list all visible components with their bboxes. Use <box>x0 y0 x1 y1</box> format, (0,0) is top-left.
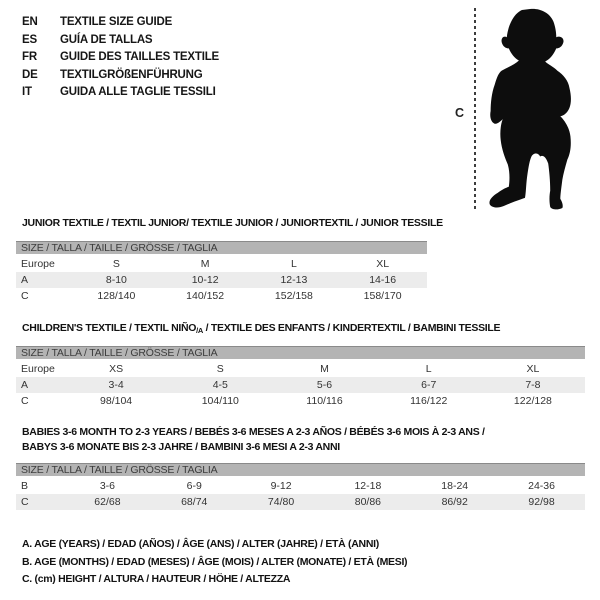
age-cell: 7-8 <box>525 379 541 391</box>
size-cell: XL <box>376 258 390 270</box>
children-title-post: / TEXTILE DES ENFANTS / KINDERTEXTIL / BAMBINI TESSILE <box>203 322 501 334</box>
size-header-band: SIZE / TALLA / TAILLE / GRÖSSE / TAGLIA <box>16 241 427 254</box>
children-title-sub: /A <box>196 326 204 335</box>
height-cell: 122/128 <box>513 395 552 407</box>
table-row-europe <box>16 361 585 377</box>
table-row-height <box>16 393 585 409</box>
lang-code: IT <box>22 86 32 98</box>
age-cell: 14-16 <box>369 274 397 286</box>
age-cell: 4-5 <box>212 379 228 391</box>
footnote-b: B. AGE (MONTHS) / EDAD (MESES) / ÂGE (MOIS) / ALTER (MONATE) / ETÀ (MESI) <box>22 555 408 568</box>
size-cell: XS <box>109 363 124 375</box>
height-cell: 80/86 <box>354 496 382 508</box>
height-measure-dotted-line <box>474 8 476 210</box>
size-header-band: SIZE / TALLA / TAILLE / GRÖSSE / TAGLIA <box>16 346 585 359</box>
size-cell: M <box>200 258 210 270</box>
lang-title: GUIDE DES TAILLES TEXTILE <box>60 51 219 63</box>
babies-title-line1: BABIES 3-6 MONTH TO 2-3 YEARS / BEBÉS 3-6 MESES A 2-3 AÑOS / BÉBÉS 3-6 MOIS À 2-3 ANS / <box>22 426 485 438</box>
age-cell: 3-6 <box>99 480 115 492</box>
lang-code: ES <box>22 33 37 46</box>
table-row-height <box>16 288 427 304</box>
size-cell: XL <box>526 363 540 375</box>
height-cell: 62/68 <box>94 496 121 508</box>
junior-table-title <box>22 216 443 231</box>
language-guide <box>22 14 219 102</box>
height-cell: 116/122 <box>410 395 448 407</box>
age-cell: 9-12 <box>270 480 292 492</box>
footnote-a: A. AGE (YEARS) / EDAD (AÑOS) / ÂGE (ANS) / ALTER (JAHRE) / ETÀ (ANNI) <box>22 538 379 550</box>
lang-title: TEXTILGRÖßENFÜHRUNG <box>60 68 203 81</box>
legend-footnotes <box>22 536 407 589</box>
lang-row-de <box>22 67 219 85</box>
age-cell: 10-12 <box>191 274 219 286</box>
children-title-pre: CHILDREN'S TEXTILE / TEXTIL NIÑO <box>22 322 197 334</box>
age-cell: 12-13 <box>280 274 308 286</box>
row-label: C <box>21 290 29 302</box>
table-row-age-months <box>16 478 585 494</box>
height-cell: 104/110 <box>201 395 239 407</box>
junior-table-title-text: JUNIOR TEXTILE / TEXTIL JUNIOR/ TEXTILE JUNIOR / JUNIORTEXTIL / JUNIOR TESSILE <box>22 217 443 229</box>
row-label: B <box>21 480 29 492</box>
children-size-table <box>16 346 585 409</box>
junior-size-table <box>16 241 427 304</box>
lang-row-fr <box>22 49 219 67</box>
height-cell: 74/80 <box>267 496 295 508</box>
lang-row-en <box>22 14 219 32</box>
height-cell: 110/116 <box>306 395 343 407</box>
size-cell: L <box>290 258 297 270</box>
age-cell: 6-9 <box>186 480 202 492</box>
lang-code: EN <box>22 16 38 28</box>
size-cell: S <box>216 363 224 375</box>
age-cell: 5-6 <box>316 379 333 391</box>
babies-size-table <box>16 463 585 510</box>
row-label: A <box>21 379 29 391</box>
age-cell: 24-36 <box>528 480 555 492</box>
height-cell: 98/104 <box>100 395 133 407</box>
row-label: A <box>21 274 29 286</box>
height-cell: 68/74 <box>181 496 208 508</box>
age-cell: 8-10 <box>105 274 127 286</box>
age-cell: 3-4 <box>108 379 124 391</box>
lang-row-it <box>22 84 219 102</box>
lang-title: GUIDA ALLE TAGLIE TESSILI <box>60 86 216 98</box>
age-cell: 12-18 <box>354 480 382 492</box>
height-cell: 92/98 <box>528 496 555 508</box>
babies-table-title <box>22 425 485 455</box>
height-cell: 86/92 <box>441 496 468 508</box>
toddler-silhouette-image <box>482 8 574 210</box>
age-cell: 18-24 <box>441 480 469 492</box>
lang-title: TEXTILE SIZE GUIDE <box>60 16 173 28</box>
height-cell: 128/140 <box>97 290 136 302</box>
height-cell: 152/158 <box>274 290 313 302</box>
row-label: C <box>21 395 29 407</box>
lang-title: GUÍA DE TALLAS <box>60 33 153 46</box>
table-row-age <box>16 377 585 393</box>
height-cell: 158/170 <box>363 290 402 302</box>
table-row-age <box>16 272 427 288</box>
size-header-band: SIZE / TALLA / TAILLE / GRÖSSE / TAGLIA <box>16 463 585 476</box>
row-label: Europe <box>21 363 55 375</box>
footnote-c: C. (cm) HEIGHT / ALTURA / HAUTEUR / HÖHE / ALTEZZA <box>22 573 291 585</box>
lang-code: DE <box>22 68 38 81</box>
table-row-europe <box>16 256 427 272</box>
lang-code: FR <box>22 51 37 63</box>
row-label: C <box>21 496 29 508</box>
height-cell: 140/152 <box>186 290 225 302</box>
lang-row-es <box>22 32 219 50</box>
age-cell: 6-7 <box>421 379 437 391</box>
height-measure-label: C <box>455 106 465 120</box>
babies-title-line2: BABYS 3-6 MONATE BIS 2-3 JAHRE / BAMBINI 3-6 MESI A 2-3 ANNI <box>22 441 340 453</box>
size-cell: L <box>425 363 432 375</box>
children-table-title <box>22 321 500 336</box>
size-cell: S <box>112 258 120 270</box>
size-cell: M <box>320 363 329 375</box>
table-row-height <box>16 494 585 510</box>
row-label: Europe <box>21 258 55 270</box>
